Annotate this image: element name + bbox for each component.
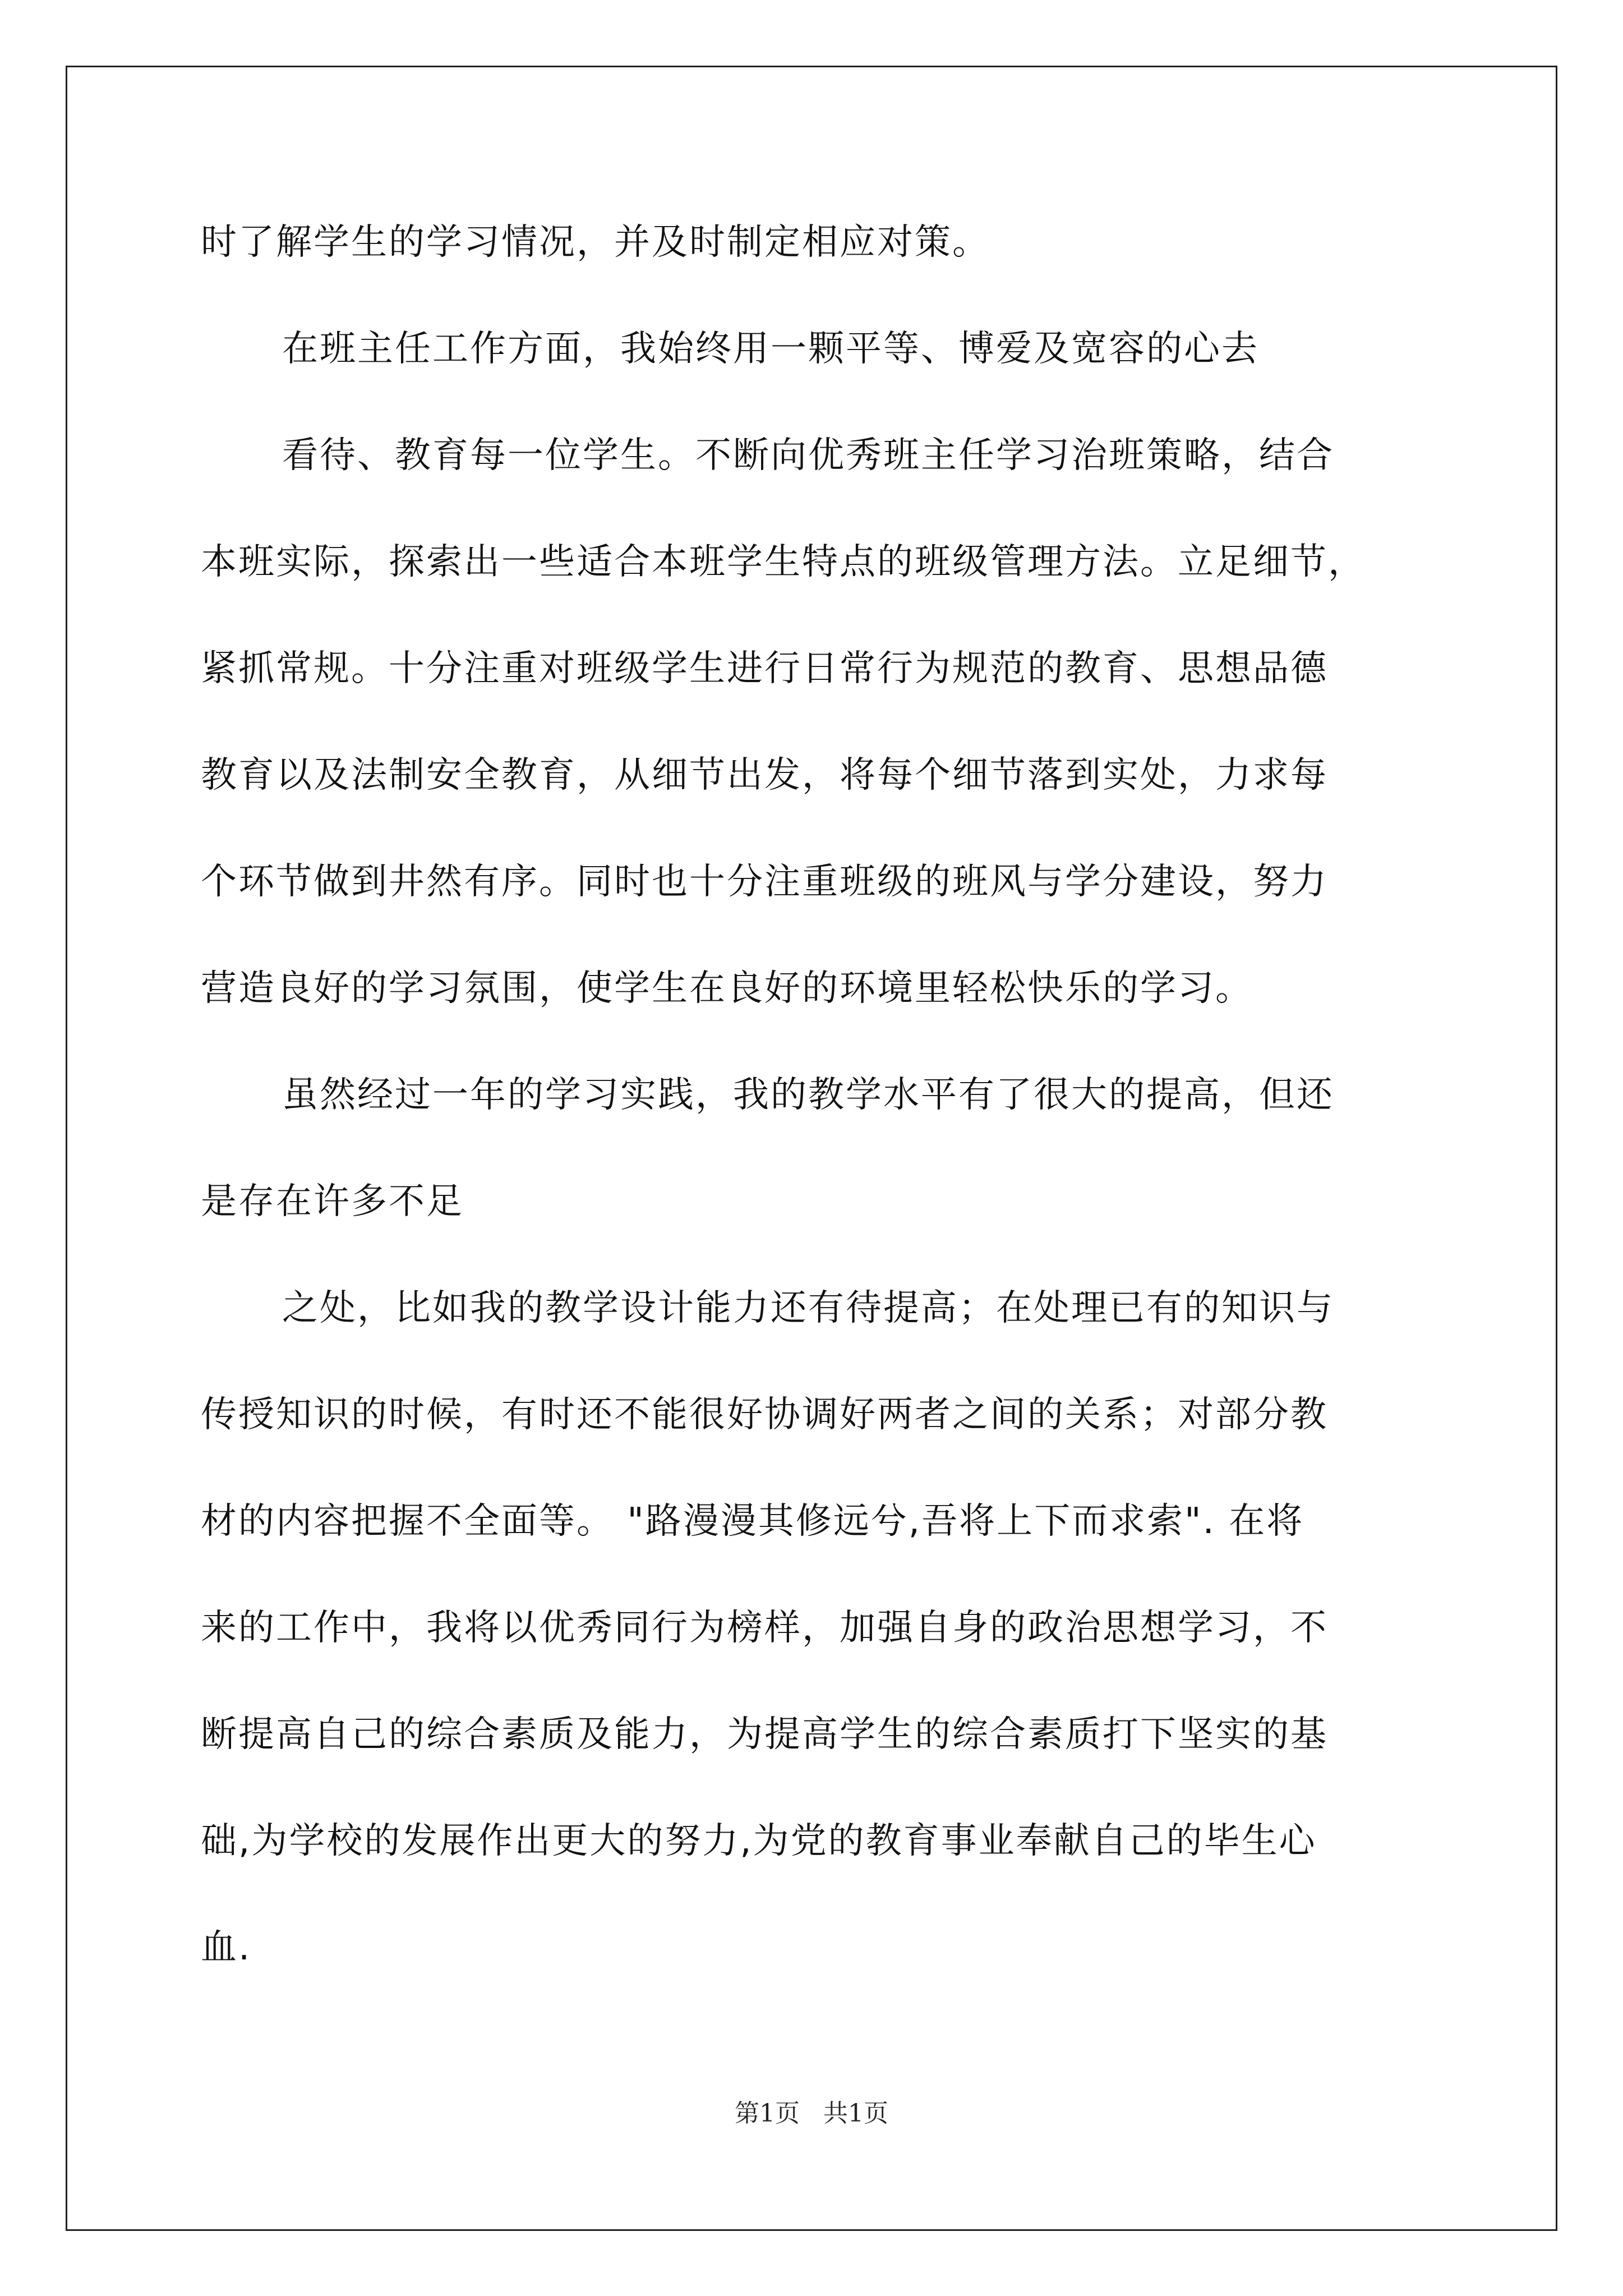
paragraph-line: 营造良好的学习氛围，使学生在良好的环境里轻松快乐的学习。	[201, 968, 1253, 1009]
paragraph-line: 时了解学生的学习情况，并及时制定相应对策。	[201, 222, 990, 263]
paragraph-line: 断提高自己的综合素质及能力，为提高学生的综合素质打下坚实的基	[201, 1714, 1328, 1755]
paragraph-line: 在班主任工作方面，我始终用一颗平等、博爱及宽容的心去	[282, 328, 1259, 370]
page-footer	[0, 2098, 1623, 2129]
paragraph-line: 教育以及法制安全教育，从细节出发，将每个细节落到实处，力求每	[201, 754, 1328, 796]
paragraph-line: 是存在许多不足	[201, 1181, 464, 1222]
paragraph-line: 础,为学校的发展作出更大的努力,为党的教育事业奉献自己的毕生心	[201, 1820, 1317, 1862]
paragraph-line: 虽然经过一年的学习实践，我的教学水平有了很大的提高，但还	[282, 1074, 1334, 1116]
page-total: 共1页	[823, 2099, 888, 2128]
paragraph-line: 个环节做到井然有序。同时也十分注重班级的班风与学分建设，努力	[201, 861, 1328, 903]
paragraph-line: 本班实际，探索出一些适合本班学生特点的班级管理方法。立足细节，	[201, 541, 1366, 583]
page-border	[66, 66, 1557, 2231]
page-number: 第1页	[735, 2099, 800, 2128]
paragraph-line: 传授知识的时候，有时还不能很好协调好两者之间的关系；对部分教	[201, 1394, 1328, 1435]
paragraph-line: 血.	[201, 1927, 252, 1968]
paragraph-line: 材的内容把握不全面等。 "路漫漫其修远兮,吾将上下而求索". 在将	[201, 1501, 1304, 1542]
paragraph-line: 之处，比如我的教学设计能力还有待提高；在处理已有的知识与	[282, 1287, 1334, 1329]
paragraph-line: 来的工作中，我将以优秀同行为榜样，加强自身的政治思想学习，不	[201, 1607, 1328, 1649]
paragraph-line: 看待、教育每一位学生。不断向优秀班主任学习治班策略，结合	[282, 435, 1334, 476]
paragraph-line: 紧抓常规。十分注重对班级学生进行日常行为规范的教育、思想品德	[201, 648, 1328, 689]
